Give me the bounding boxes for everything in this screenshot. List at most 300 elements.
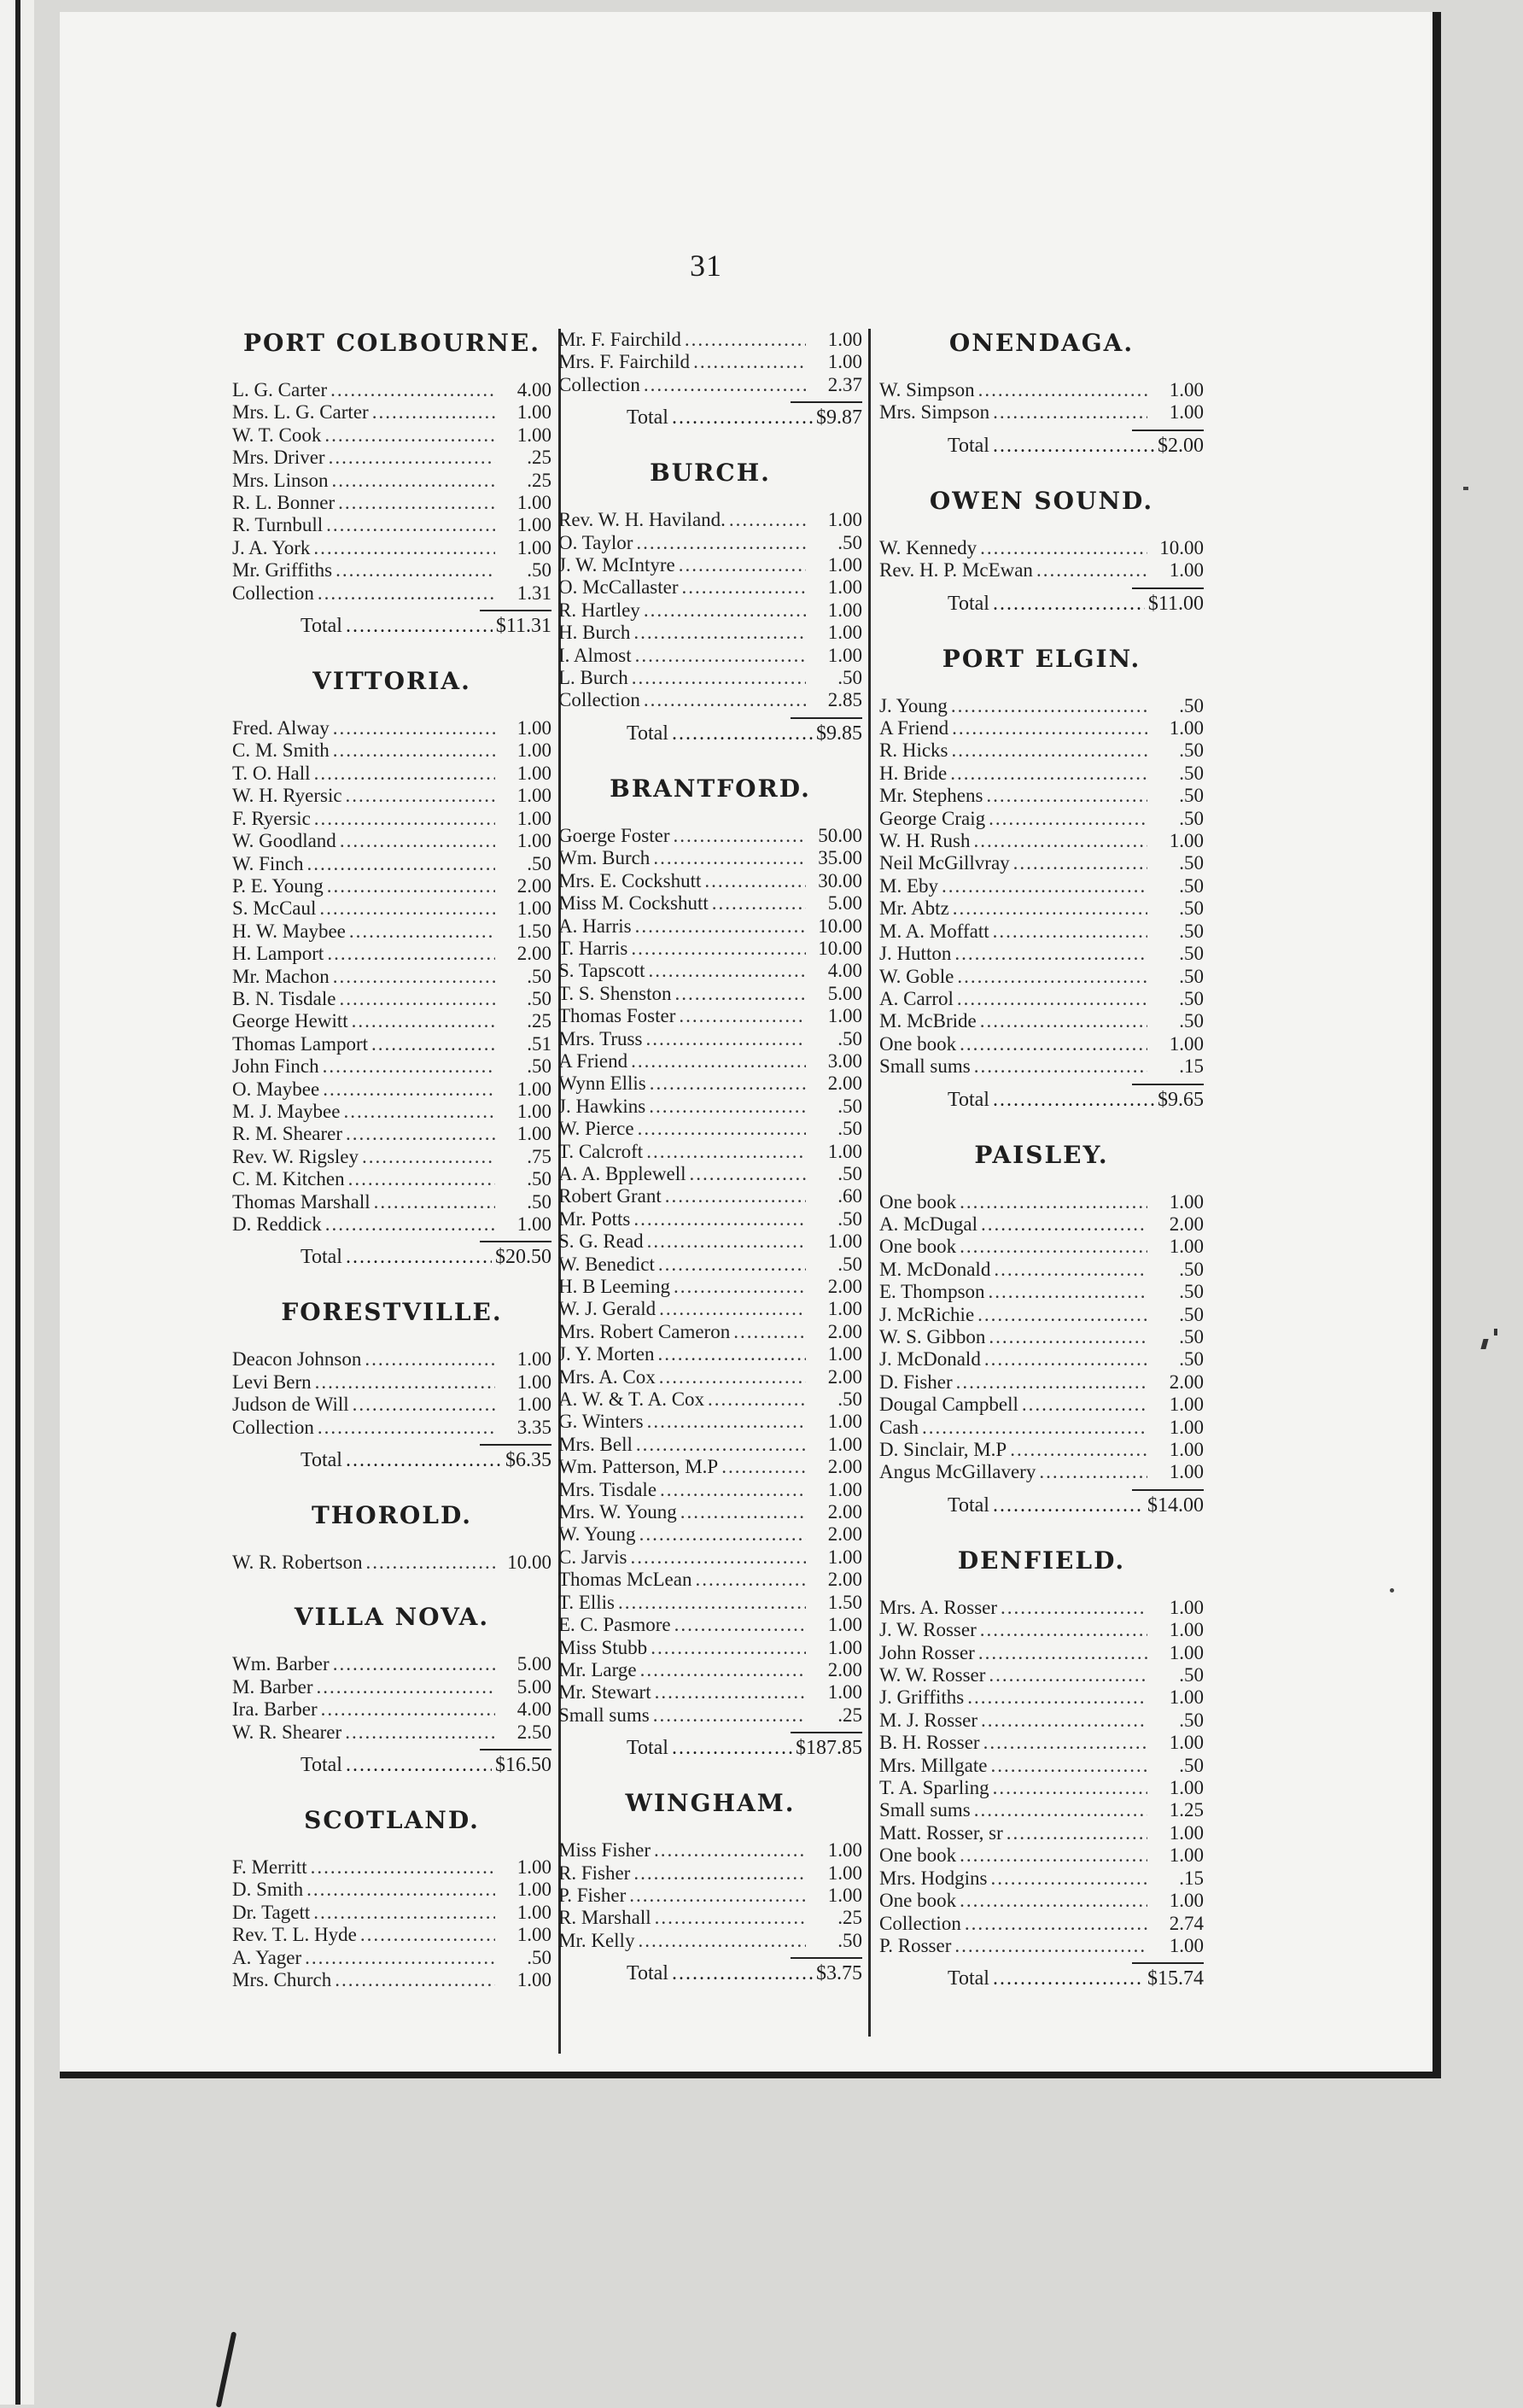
leader-dots: [654, 1839, 806, 1862]
section-total: [232, 1754, 551, 1777]
leader-dots: [974, 1055, 1147, 1078]
donation-amount: 1.00: [1169, 1416, 1204, 1438]
donor-row: [879, 1304, 1204, 1326]
section-total: [232, 1246, 551, 1269]
donor-name: D. Reddick: [232, 1213, 322, 1235]
donor-row: [879, 1259, 1204, 1281]
donation-amount: .60: [837, 1185, 862, 1207]
donation-amount: 1.00: [516, 807, 551, 829]
section-total: [558, 1962, 862, 1985]
donor-row: [232, 808, 551, 830]
leader-dots: [989, 1281, 1147, 1303]
donor-row: [232, 1924, 551, 1946]
donor-row: [558, 825, 862, 847]
donor-name: Wm. Burch: [558, 847, 651, 869]
donor-name: H. B Leeming: [558, 1276, 670, 1297]
donor-row: [879, 717, 1204, 739]
donor-row: [558, 1907, 862, 1929]
donation-amount: 2.00: [827, 1523, 862, 1546]
donation-amount: 1.00: [1169, 1461, 1204, 1483]
leader-dots: [631, 1050, 806, 1072]
donation-amount: 1.00: [1169, 830, 1204, 852]
donor-name: W. H. Ryersic: [232, 785, 342, 807]
donor-name: Robert Grant: [558, 1185, 662, 1207]
donor-name: Mrs. Truss: [558, 1027, 643, 1049]
donation-amount: 1.00: [516, 514, 551, 536]
donor-name: Mrs. E. Cockshutt: [558, 869, 702, 891]
donor-name: Mrs. Tisdale: [558, 1478, 657, 1500]
donor-row: [232, 1676, 551, 1698]
leader-dots: [305, 1947, 495, 1969]
leader-dots: [954, 1935, 1147, 1957]
donation-amount: 1.00: [1169, 1686, 1204, 1709]
donor-name: B. N. Tisdale: [232, 987, 336, 1009]
donor-row: [879, 1597, 1204, 1619]
leader-dots: [325, 1213, 495, 1236]
leader-dots: [951, 695, 1147, 717]
leader-dots: [346, 1246, 492, 1269]
donor-name: T. S. Shenston: [558, 982, 672, 1004]
donation-amount: 1.00: [827, 1005, 862, 1027]
leader-dots: [993, 921, 1147, 943]
leader-dots: [942, 875, 1147, 897]
donation-amount: 1.00: [827, 644, 862, 666]
donor-row: [558, 1118, 862, 1140]
total-label: Total: [948, 592, 989, 615]
donor-name: Mrs. Millgate: [879, 1754, 988, 1776]
column-divider-2: [868, 329, 871, 2037]
leader-dots: [1013, 852, 1147, 874]
donation-amount: 1.00: [516, 762, 551, 784]
leader-dots: [993, 1777, 1147, 1799]
leader-dots: [981, 1213, 1147, 1236]
leader-dots: [321, 1698, 495, 1721]
donor-name: T. O. Hall: [232, 762, 311, 784]
leader-dots: [618, 1592, 806, 1614]
donor-name: One book: [879, 1890, 957, 1912]
leader-dots: [318, 582, 495, 605]
donor-name: W. Finch: [232, 852, 304, 874]
donation-amount: 1.00: [827, 599, 862, 621]
donation-amount: .50: [527, 559, 551, 582]
leader-dots: [680, 1501, 806, 1523]
donor-name: C. M. Kitchen: [232, 1168, 345, 1190]
donor-row: [879, 695, 1204, 717]
donor-name: W. Simpson: [879, 379, 975, 400]
donor-name: S. G. Read: [558, 1230, 644, 1253]
donor-row: [232, 1010, 551, 1032]
donation-amount: .50: [1179, 987, 1204, 1009]
leader-dots: [672, 1737, 792, 1760]
subscription-section: [879, 487, 1204, 645]
total-amount: $187.85: [796, 1737, 862, 1760]
donor-row: [232, 1371, 551, 1394]
donation-amount: .50: [837, 667, 862, 689]
subscription-section: [558, 459, 862, 774]
margin-mark: [1463, 487, 1468, 490]
donor-row: [558, 689, 862, 711]
donor-name: Miss M. Cockshutt: [558, 892, 709, 915]
leader-dots: [374, 1191, 495, 1213]
leader-dots: [313, 537, 495, 559]
total-amount: $15.74: [1147, 1967, 1204, 1990]
donor-name: Thomas Marshall: [232, 1190, 371, 1213]
donor-name: A Friend: [879, 717, 949, 739]
section-total: [558, 406, 862, 430]
leader-dots: [674, 983, 806, 1005]
donor-row: [232, 1146, 551, 1168]
donation-amount: .50: [1179, 1754, 1204, 1776]
donor-name: B. H. Rosser: [879, 1732, 980, 1754]
donor-name: A. Yager: [232, 1946, 302, 1968]
donor-name: Small sums: [558, 1704, 650, 1726]
donor-name: J. W. McIntyre: [558, 554, 675, 576]
leader-dots: [366, 1552, 496, 1574]
section-total: [879, 1494, 1204, 1517]
leader-dots: [952, 717, 1147, 739]
donor-name: T. Ellis: [558, 1591, 616, 1613]
donor-name: J. A. York: [232, 536, 311, 558]
leader-dots: [372, 401, 495, 424]
donation-amount: 1.00: [827, 1298, 862, 1320]
leader-dots: [346, 1449, 502, 1472]
donation-amount: 10.00: [818, 915, 862, 937]
donor-name: R. Hartley: [558, 599, 640, 621]
donor-name: W. Goodland: [232, 830, 336, 852]
total-label: Total: [627, 1962, 668, 1985]
donor-name: Angus McGillavery: [879, 1461, 1036, 1483]
donor-row: [879, 830, 1204, 852]
leader-dots: [329, 447, 495, 469]
donation-amount: 1.00: [827, 1411, 862, 1433]
leader-dots: [989, 808, 1147, 830]
donor-name: Mrs. Hodgins: [879, 1867, 988, 1889]
donation-amount: 4.00: [516, 379, 551, 400]
donor-row: [558, 1366, 862, 1388]
leader-dots: [631, 1546, 807, 1569]
donor-row: [879, 1732, 1204, 1754]
subscription-section: [558, 1789, 862, 2014]
donation-amount: .50: [837, 1207, 862, 1230]
donor-name: Rev. W. H. Haviland.: [558, 509, 726, 531]
section-total: [879, 435, 1204, 458]
donor-name: P. Fisher: [558, 1884, 627, 1906]
donor-name: M. J. Rosser: [879, 1709, 978, 1731]
leader-dots: [672, 406, 813, 430]
donor-name: Mrs. Driver: [232, 447, 325, 469]
donation-amount: .50: [527, 987, 551, 1009]
leader-dots: [712, 892, 806, 915]
donor-name: R. L. Bonner: [232, 492, 336, 514]
donation-amount: 1.00: [1169, 1236, 1204, 1258]
donation-amount: 1.00: [1169, 1596, 1204, 1618]
section-heading: FORESTVILLE.: [281, 1298, 503, 1327]
donation-amount: 1.00: [516, 1213, 551, 1235]
donation-amount: 1.00: [516, 1901, 551, 1923]
leader-dots: [638, 1930, 806, 1952]
total-amount: $16.50: [495, 1754, 551, 1777]
donation-amount: 1.00: [516, 401, 551, 424]
donation-amount: 1.00: [516, 536, 551, 558]
leader-dots: [993, 401, 1147, 424]
donor-row: [879, 1890, 1204, 1912]
subscription-section: [879, 1141, 1204, 1546]
leader-dots: [307, 853, 496, 875]
donor-name: Mr. Abtz: [879, 897, 949, 920]
donor-name: C. M. Smith: [232, 739, 330, 762]
donor-name: Thomas Foster: [558, 1005, 676, 1027]
leader-dots: [360, 1924, 495, 1946]
donation-amount: 5.00: [516, 1653, 551, 1675]
donation-amount: 1.00: [1169, 1934, 1204, 1956]
donation-amount: 1.00: [1169, 1619, 1204, 1641]
donor-name: Mr. Stewart: [558, 1681, 651, 1704]
donor-name: Collection: [232, 582, 314, 604]
donor-name: One book: [879, 1190, 957, 1213]
donation-amount: .50: [527, 965, 551, 987]
leader-dots: [365, 1348, 495, 1371]
donor-name: O. Taylor: [558, 531, 633, 553]
donation-amount: .50: [837, 1162, 862, 1184]
donor-name: Cash: [879, 1416, 919, 1438]
section-total: [879, 1089, 1204, 1112]
subscription-section: [232, 1806, 551, 2020]
leader-dots: [1036, 559, 1147, 582]
donor-name: Dr. Tagett: [232, 1901, 311, 1923]
leader-dots: [647, 1230, 806, 1253]
donor-name: W. Young: [558, 1523, 636, 1546]
donor-row: [879, 1326, 1204, 1348]
leader-dots: [315, 1371, 495, 1394]
donor-row: [558, 554, 862, 576]
leader-dots: [349, 921, 495, 943]
leader-dots: [317, 1676, 495, 1698]
donation-amount: 2.74: [1169, 1912, 1204, 1934]
leader-dots: [960, 1191, 1147, 1213]
leader-dots: [632, 667, 806, 689]
donor-row: [558, 576, 862, 599]
donor-row: [558, 1546, 862, 1569]
donor-name: J. Griffiths: [879, 1686, 965, 1709]
donor-name: Dougal Campbell: [879, 1394, 1018, 1416]
donation-amount: 1.00: [516, 717, 551, 739]
donation-amount: 1.00: [516, 1371, 551, 1393]
donation-amount: .50: [1179, 1303, 1204, 1325]
donation-amount: 35.00: [818, 847, 862, 869]
leader-dots: [326, 514, 495, 536]
leader-dots: [672, 722, 813, 745]
donor-name: W. Benedict: [558, 1253, 655, 1275]
leader-dots: [978, 379, 1147, 401]
donation-amount: 1.00: [516, 492, 551, 514]
donation-amount: .25: [527, 469, 551, 491]
donor-row: [879, 1439, 1204, 1461]
donation-amount: 1.00: [827, 1140, 862, 1162]
donor-name: Levi Bern: [232, 1371, 312, 1393]
donation-amount: 1.00: [827, 1478, 862, 1500]
subscription-section: [232, 1603, 551, 1806]
donor-row: [232, 943, 551, 965]
donor-row: [558, 1479, 862, 1501]
total-amount: $20.50: [495, 1246, 551, 1269]
donor-name: Rev. T. L. Hyde: [232, 1924, 357, 1946]
donor-name: Collection: [232, 1416, 314, 1438]
donation-amount: 1.00: [516, 897, 551, 920]
donor-name: Mrs. Simpson: [879, 401, 990, 424]
donor-row: [558, 1096, 862, 1118]
donor-name: W. W. Rosser: [879, 1664, 986, 1686]
leader-dots: [1022, 1394, 1147, 1416]
donor-name: T. Harris: [558, 937, 628, 959]
donor-row: [879, 1619, 1204, 1641]
adjacent-page-edge: [0, 0, 34, 2405]
leader-dots: [674, 1276, 806, 1298]
leader-dots: [690, 1163, 807, 1185]
leader-dots: [679, 1005, 806, 1027]
donor-row: [232, 830, 551, 852]
donor-row: [558, 1659, 862, 1681]
donor-name: G. Winters: [558, 1411, 644, 1433]
donation-amount: .15: [1179, 1867, 1204, 1889]
donation-amount: .50: [1179, 762, 1204, 784]
donation-amount: .25: [837, 1907, 862, 1929]
leader-dots: [695, 1569, 806, 1591]
margin-mark: [1390, 1588, 1394, 1593]
donation-amount: 3.00: [827, 1049, 862, 1072]
donation-amount: .50: [837, 1095, 862, 1117]
section-heading: THOROLD.: [311, 1501, 473, 1530]
donor-name: J. Hutton: [879, 943, 952, 965]
column-3: [879, 329, 1204, 2019]
leader-dots: [647, 1411, 806, 1433]
donor-row: [232, 1653, 551, 1675]
donor-row: [879, 1844, 1204, 1867]
total-label: Total: [948, 1088, 989, 1111]
donor-row: [232, 1191, 551, 1213]
donor-row: [879, 966, 1204, 988]
donor-row: [879, 921, 1204, 943]
leader-dots: [314, 763, 495, 785]
donation-amount: 1.00: [1169, 379, 1204, 400]
total-label: Total: [627, 1737, 668, 1760]
donor-name: Mrs. Church: [232, 1969, 332, 1991]
donor-row: [232, 739, 551, 762]
donor-name: P. E. Young: [232, 874, 324, 897]
donation-amount: 1.00: [1169, 1394, 1204, 1416]
donation-amount: 2.00: [827, 1365, 862, 1388]
donor-row: [232, 470, 551, 492]
donor-row: [879, 785, 1204, 807]
donor-name: P. Rosser: [879, 1934, 952, 1956]
leader-dots: [635, 915, 806, 938]
donation-amount: 30.00: [818, 869, 862, 891]
donor-row: [232, 1947, 551, 1969]
leader-dots: [960, 1844, 1147, 1867]
donation-amount: 1.00: [827, 1862, 862, 1884]
donor-row: [232, 514, 551, 536]
leader-dots: [633, 622, 806, 644]
donor-row: [879, 1755, 1204, 1777]
donor-row: [232, 853, 551, 875]
leader-dots: [954, 943, 1147, 965]
donation-amount: 1.00: [516, 1078, 551, 1100]
donor-row: [558, 1411, 862, 1433]
donor-name: M. Eby: [879, 874, 938, 897]
donor-row: [558, 329, 862, 351]
leader-dots: [327, 875, 495, 897]
donation-amount: 5.00: [827, 892, 862, 915]
donation-amount: 1.00: [827, 1433, 862, 1455]
donor-row: [879, 1664, 1204, 1686]
donor-name: Fred. Alway: [232, 717, 330, 739]
donor-row: [558, 1569, 862, 1591]
donation-amount: 5.00: [827, 982, 862, 1004]
leader-dots: [957, 988, 1147, 1010]
leader-dots: [665, 1185, 806, 1207]
donation-amount: .50: [837, 1388, 862, 1411]
leader-dots: [993, 1494, 1144, 1517]
donor-row: [232, 1055, 551, 1078]
donor-name: George Craig: [879, 807, 986, 829]
donor-name: Wm. Barber: [232, 1653, 330, 1675]
leader-dots: [327, 943, 495, 965]
donor-row: [558, 892, 862, 915]
section-total: [232, 615, 551, 638]
donor-name: W. H. Rush: [879, 830, 971, 852]
donation-amount: 2.00: [827, 1658, 862, 1680]
donor-name: Thomas Lamport: [232, 1032, 369, 1055]
donation-amount: 1.00: [1169, 559, 1204, 582]
section-heading: ONENDAGA.: [948, 329, 1135, 357]
total-label: Total: [301, 1754, 342, 1777]
donor-row: [879, 808, 1204, 830]
donor-name: George Hewitt: [232, 1010, 348, 1032]
donation-amount: 1.00: [1169, 1032, 1204, 1055]
donor-name: C. Jarvis: [558, 1546, 627, 1568]
donation-amount: 1.00: [827, 1636, 862, 1658]
donor-row: [232, 1552, 551, 1574]
donor-name: M. McDonald: [879, 1258, 991, 1280]
leader-dots: [318, 1417, 495, 1439]
leader-dots: [672, 1962, 813, 1985]
total-amount: $11.31: [495, 615, 551, 638]
donor-name: Mrs. A. Cox: [558, 1365, 656, 1388]
donor-name: J. Young: [879, 694, 948, 716]
donor-row: [879, 1777, 1204, 1799]
donor-name: John Finch: [232, 1055, 319, 1078]
donation-amount: 1.00: [516, 1879, 551, 1901]
subscription-section: [879, 645, 1204, 1141]
leader-dots: [922, 1417, 1147, 1439]
leader-dots: [993, 435, 1154, 458]
leader-dots: [733, 1321, 806, 1343]
donor-row: [232, 559, 551, 582]
donation-amount: .51: [527, 1032, 551, 1055]
donor-name: R. Fisher: [558, 1862, 631, 1884]
donor-name: W. R. Robertson: [232, 1552, 363, 1574]
donor-row: [879, 943, 1204, 965]
donor-name: J. W. Rosser: [879, 1619, 977, 1641]
leader-dots: [339, 988, 495, 1010]
donor-name: A. W. & T. A. Cox: [558, 1388, 705, 1411]
leader-dots: [371, 1033, 495, 1055]
donor-name: I. Almost: [558, 644, 632, 666]
leader-dots: [986, 785, 1147, 807]
donation-amount: .50: [837, 1027, 862, 1049]
donor-name: R. M. Shearer: [232, 1123, 343, 1145]
donor-row: [879, 763, 1204, 785]
donor-row: [558, 667, 862, 689]
